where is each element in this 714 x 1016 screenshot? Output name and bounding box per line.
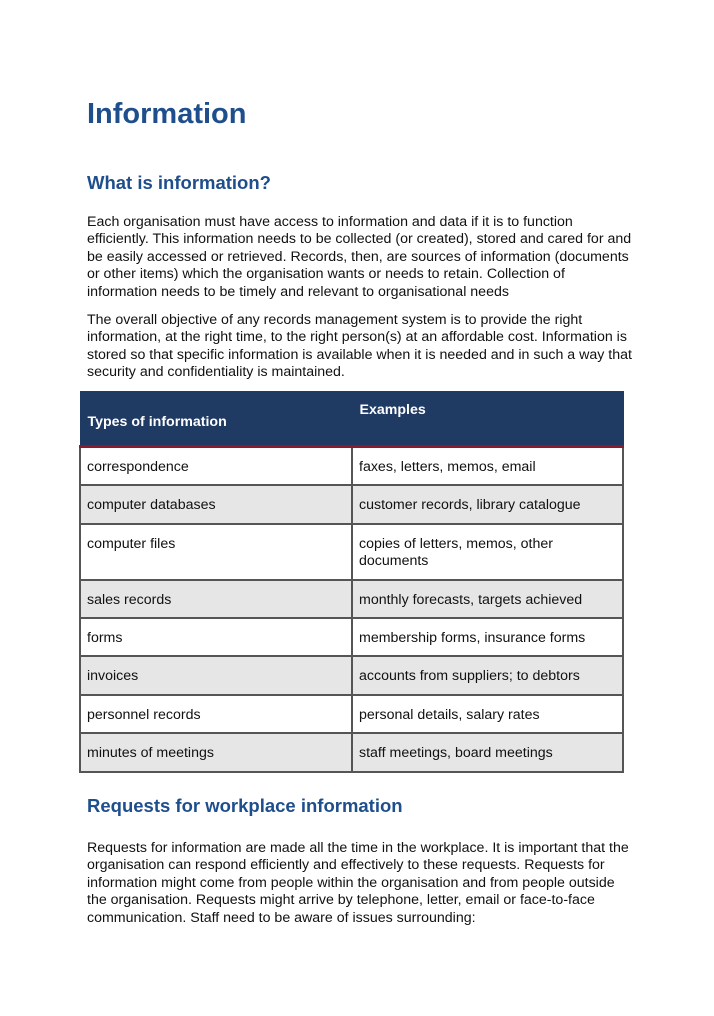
cell-type: sales records [80, 580, 352, 618]
table-row [80, 580, 623, 618]
information-types-table [79, 391, 624, 773]
table-row [80, 618, 623, 656]
cell-type: invoices [80, 656, 352, 694]
header-types-of-information: Types of information [80, 392, 352, 447]
paragraph-organisation-access: Each organisation must have access to information and data if it is to function efficiently. This information needs to be collected (or created), stored and cared for and be easily accessed or retrieved. Records, then, are sources of information (documents or other items) which the organisation wants or needs to retain. Collection of information needs to be timely and relevant to organisational needs [87, 214, 632, 300]
cell-example: faxes, letters, memos, email [352, 447, 623, 486]
paragraph-requests: Requests for information are made all the time in the workplace. It is important that the organisation can respond efficiently and effectively to these requests. Requests for information might come from people within the organisation and from people outside the organisation. Requests might arrive by telephone, letter, email or face-to-face communication. Staff need to be aware of issues surrounding: [87, 840, 629, 926]
section-heading-requests: Requests for workplace information [87, 795, 403, 816]
cell-example: accounts from suppliers; to debtors [352, 656, 623, 694]
cell-example: staff meetings, board meetings [352, 733, 623, 771]
paragraph-records-objective: The overall objective of any records management system is to provide the right information, at the right time, to the right person(s) at an affordable cost. Information is stored so that specific information is available when it is needed and in such a way that security and confidentiality is maintained. [87, 312, 632, 381]
table-row [80, 485, 623, 523]
table-row [80, 656, 623, 694]
cell-type: minutes of meetings [80, 733, 352, 771]
cell-type: computer files [80, 524, 352, 580]
cell-example: monthly forecasts, targets achieved [352, 580, 623, 618]
cell-type: correspondence [80, 447, 352, 486]
cell-example: customer records, library catalogue [352, 485, 623, 523]
table-row [80, 733, 623, 771]
cell-type: forms [80, 618, 352, 656]
cell-example: personal details, salary rates [352, 695, 623, 733]
header-examples: Examples [352, 392, 623, 447]
cell-example: copies of letters, memos, other documents [352, 524, 623, 580]
cell-type: computer databases [80, 485, 352, 523]
cell-example: membership forms, insurance forms [352, 618, 623, 656]
page-title: Information [87, 98, 247, 130]
section-heading-what-is-information: What is information? [87, 172, 271, 193]
table-row [80, 447, 623, 486]
table-header-row [80, 392, 623, 447]
table-row [80, 695, 623, 733]
table-row [80, 524, 623, 580]
cell-type: personnel records [80, 695, 352, 733]
